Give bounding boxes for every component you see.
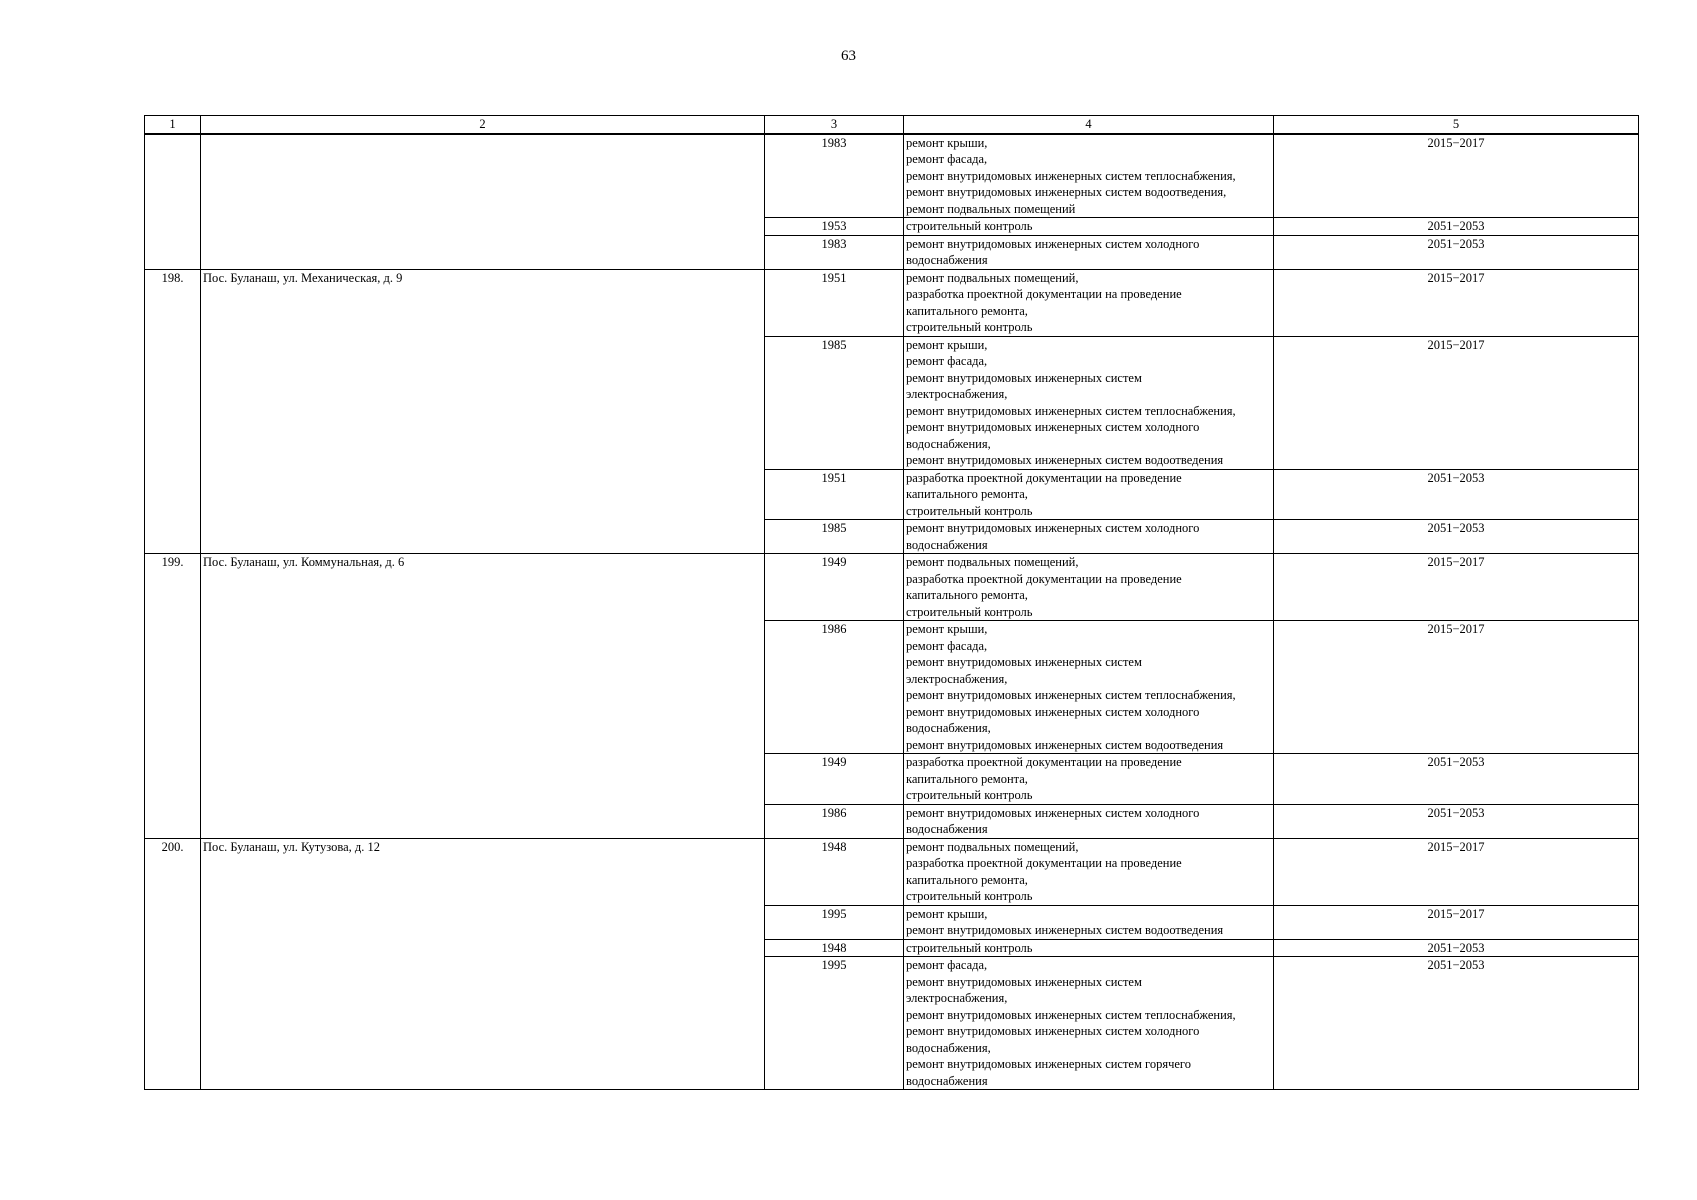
year-cell: 1948 xyxy=(765,838,904,905)
work-line: ремонт фасада, xyxy=(906,354,988,368)
period-cell: 2015−2017 xyxy=(1274,336,1639,469)
work-cell xyxy=(904,957,1274,1090)
period-cell: 2051−2053 xyxy=(1274,218,1639,236)
period-cell: 2015−2017 xyxy=(1274,621,1639,754)
period-cell: 2051−2053 xyxy=(1274,804,1639,838)
work-line: ремонт внутридомовых инженерных систем холодного xyxy=(906,1024,1200,1038)
table-row xyxy=(145,838,1639,905)
work-line: ремонт крыши, xyxy=(906,135,988,150)
repair-schedule-table xyxy=(144,115,1639,1090)
work-cell xyxy=(904,235,1274,269)
work-cell xyxy=(904,754,1274,805)
year-cell: 1986 xyxy=(765,804,904,838)
work-line: ремонт внутридомовых инженерных систем теплоснабжения, xyxy=(906,403,1236,418)
year-cell: 1983 xyxy=(765,235,904,269)
year-cell: 1951 xyxy=(765,269,904,336)
period-cell: 2015−2017 xyxy=(1274,554,1639,621)
period-cell: 2051−2053 xyxy=(1274,754,1639,805)
work-line: ремонт внутридомовых инженерных систем водоотведения xyxy=(906,923,1224,937)
column-header-2: 2 xyxy=(201,116,765,134)
work-line: разработка проектной документации на проведение xyxy=(906,856,1182,870)
work-line: строительный контроль xyxy=(906,320,1033,334)
period-cell: 2051−2053 xyxy=(1274,520,1639,554)
work-line: капитального ремонта, xyxy=(906,487,1028,501)
period-cell: 2015−2017 xyxy=(1274,269,1639,336)
work-line: ремонт внутридомовых инженерных систем xyxy=(906,370,1142,385)
period-cell: 2051−2053 xyxy=(1274,469,1639,520)
work-cell xyxy=(904,134,1274,218)
work-line: электроснабжения, xyxy=(906,671,1008,686)
work-line: ремонт крыши, xyxy=(906,337,988,352)
work-line: ремонт подвальных помещений xyxy=(906,201,1076,216)
year-cell: 1985 xyxy=(765,520,904,554)
work-line: ремонт внутридомовых инженерных систем холодного xyxy=(906,805,1200,820)
work-cell xyxy=(904,469,1274,520)
period-cell: 2051−2053 xyxy=(1274,235,1639,269)
address-cell: Пос. Буланаш, ул. Механическая, д. 9 xyxy=(201,269,765,554)
address-cell: Пос. Буланаш, ул. Кутузова, д. 12 xyxy=(201,838,765,1090)
period-cell: 2051−2053 xyxy=(1274,957,1639,1090)
year-cell: 1949 xyxy=(765,754,904,805)
period-cell: 2015−2017 xyxy=(1274,134,1639,218)
year-cell: 1953 xyxy=(765,218,904,236)
work-line: электроснабжения, xyxy=(906,387,1008,401)
year-cell: 1985 xyxy=(765,336,904,469)
work-line: ремонт внутридомовых инженерных систем холодного xyxy=(906,420,1200,434)
work-line: капитального ремонта, xyxy=(906,303,1028,318)
work-line: ремонт внутридомовых инженерных систем горячего xyxy=(906,1057,1191,1071)
work-line: водоснабжения xyxy=(906,537,988,552)
work-line: строительный контроль xyxy=(906,889,1033,903)
work-cell xyxy=(904,269,1274,336)
work-line: ремонт подвальных помещений, xyxy=(906,839,1079,854)
work-line: ремонт фасада, xyxy=(906,638,988,653)
row-number xyxy=(145,134,201,270)
column-header-5: 5 xyxy=(1274,116,1639,134)
work-line: ремонт фасада, xyxy=(906,152,988,166)
work-line: ремонт внутридомовых инженерных систем теплоснабжения, xyxy=(906,688,1236,702)
work-line: ремонт внутридомовых инженерных систем холодного xyxy=(906,521,1200,535)
work-cell xyxy=(904,939,1274,957)
work-line: разработка проектной документации на проведение xyxy=(906,470,1182,485)
work-line: ремонт подвальных помещений, xyxy=(906,555,1079,569)
page-number: 63 xyxy=(841,48,856,64)
work-line: ремонт крыши, xyxy=(906,622,988,636)
work-line: водоснабжения, xyxy=(906,436,991,451)
period-cell: 2051−2053 xyxy=(1274,939,1639,957)
year-cell: 1983 xyxy=(765,134,904,218)
year-cell: 1986 xyxy=(765,621,904,754)
work-line: электроснабжения, xyxy=(906,991,1008,1005)
work-line: ремонт внутридомовых инженерных систем холодного xyxy=(906,704,1200,719)
work-line: водоснабжения, xyxy=(906,1040,991,1055)
work-cell xyxy=(904,336,1274,469)
table-row xyxy=(145,269,1639,336)
table-body xyxy=(145,116,1639,1090)
year-cell: 1948 xyxy=(765,939,904,957)
work-line: ремонт внутридомовых инженерных систем водоотведения, xyxy=(906,185,1227,199)
work-line: водоснабжения, xyxy=(906,721,991,735)
work-line: ремонт фасада, xyxy=(906,958,988,972)
work-line: водоснабжения xyxy=(906,822,988,836)
work-line: строительный контроль xyxy=(906,219,1033,233)
work-line: ремонт внутридомовых инженерных систем теплоснабжения, xyxy=(906,168,1236,183)
work-line: ремонт крыши, xyxy=(906,906,988,921)
period-cell: 2015−2017 xyxy=(1274,838,1639,905)
work-line: ремонт внутридомовых инженерных систем xyxy=(906,655,1142,669)
work-line: строительный контроль xyxy=(906,503,1033,518)
work-line: разработка проектной документации на проведение xyxy=(906,287,1182,301)
work-line: ремонт внутридомовых инженерных систем xyxy=(906,974,1142,989)
address-cell xyxy=(201,134,765,270)
work-cell xyxy=(904,804,1274,838)
year-cell: 1995 xyxy=(765,905,904,939)
table-row xyxy=(145,134,1639,218)
work-line: ремонт внутридомовых инженерных систем теплоснабжения, xyxy=(906,1007,1236,1022)
work-cell xyxy=(904,520,1274,554)
work-line: водоснабжения xyxy=(906,253,988,267)
row-number: 198. xyxy=(145,269,201,554)
work-line: капитального ремонта, xyxy=(906,588,1028,602)
work-line: строительный контроль xyxy=(906,788,1033,802)
column-header-4: 4 xyxy=(904,116,1274,134)
work-cell xyxy=(904,621,1274,754)
work-cell xyxy=(904,838,1274,905)
year-cell: 1951 xyxy=(765,469,904,520)
work-line: строительный контроль xyxy=(906,940,1033,955)
work-cell xyxy=(904,905,1274,939)
work-line: разработка проектной документации на проведение xyxy=(906,755,1182,769)
work-line: ремонт внутридомовых инженерных систем холодного xyxy=(906,236,1200,251)
row-number: 200. xyxy=(145,838,201,1090)
work-cell xyxy=(904,218,1274,236)
year-cell: 1949 xyxy=(765,554,904,621)
work-line: водоснабжения xyxy=(906,1073,988,1088)
work-line: ремонт внутридомовых инженерных систем водоотведения xyxy=(906,453,1224,467)
period-cell: 2015−2017 xyxy=(1274,905,1639,939)
work-line: капитального ремонта, xyxy=(906,872,1028,887)
work-line: ремонт подвальных помещений, xyxy=(906,270,1079,285)
work-line: разработка проектной документации на проведение xyxy=(906,571,1182,586)
row-number: 199. xyxy=(145,554,201,839)
work-line: капитального ремонта, xyxy=(906,771,1028,786)
address-cell: Пос. Буланаш, ул. Коммунальная, д. 6 xyxy=(201,554,765,839)
work-line: строительный контроль xyxy=(906,604,1033,619)
work-cell xyxy=(904,554,1274,621)
column-header-3: 3 xyxy=(765,116,904,134)
header-row xyxy=(145,116,1639,134)
table-row xyxy=(145,554,1639,621)
work-line: ремонт внутридомовых инженерных систем водоотведения xyxy=(906,737,1224,752)
column-header-1: 1 xyxy=(145,116,201,134)
year-cell: 1995 xyxy=(765,957,904,1090)
